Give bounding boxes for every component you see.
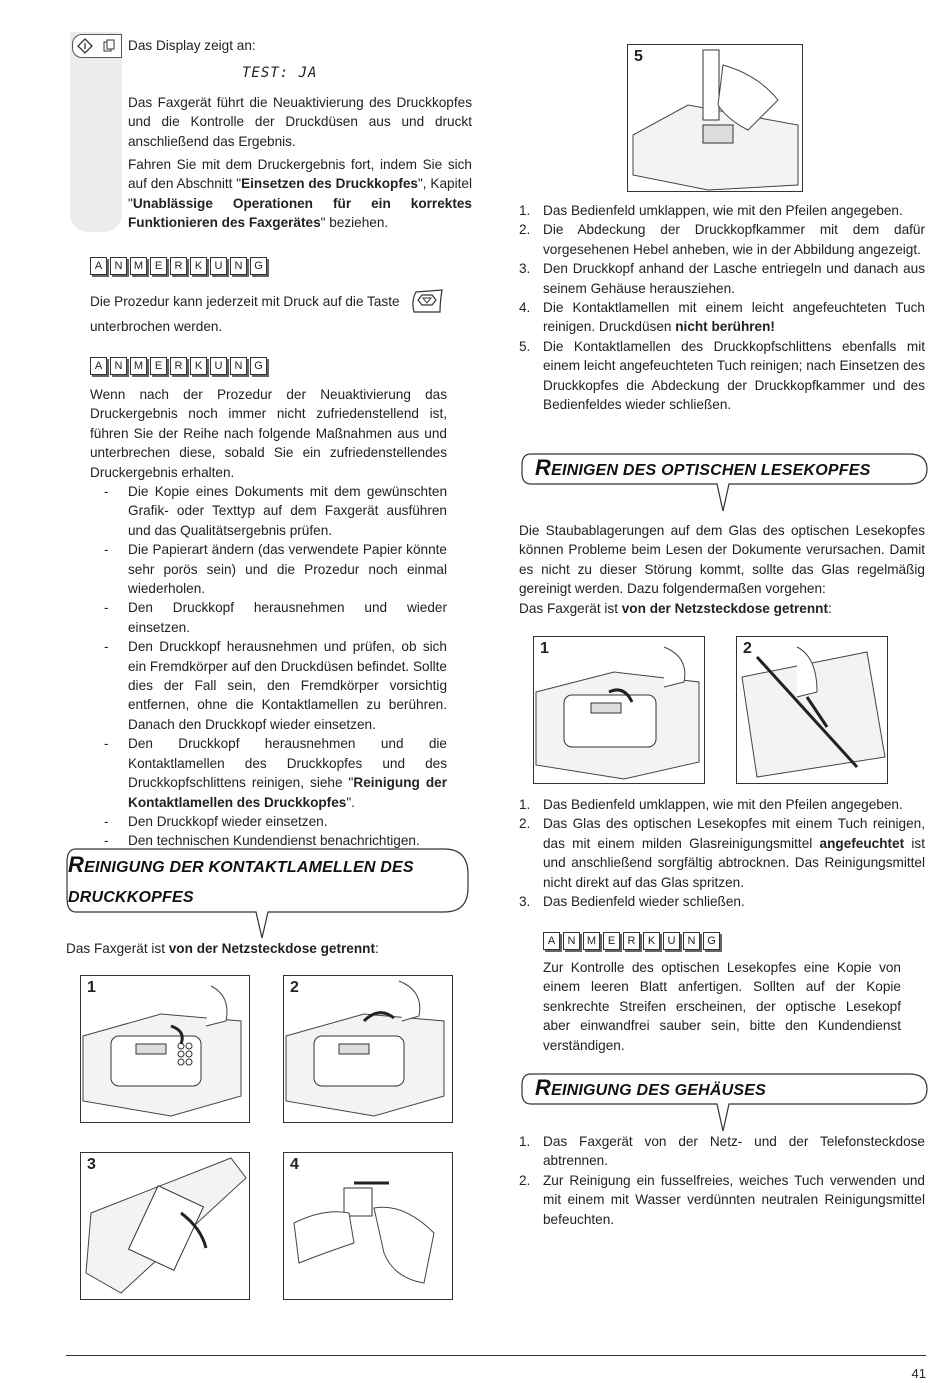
- list-item: 2. Zur Reinigung ein fusselfreies, weiches Tuch verwenden und mit einem mit Wasser verdünnten neutralen Reinigungsmittel befeuchten.: [519, 1172, 925, 1227]
- optical-steps: [519, 795, 925, 911]
- display-value: TEST: JA: [242, 65, 318, 81]
- figure-3: 3: [80, 1152, 250, 1300]
- list-item: 1. Das Bedienfeld umklappen, wie mit den Pfeilen angegeben.: [519, 797, 903, 812]
- note-badge-1: A N M E R K U N G: [90, 257, 267, 275]
- list-item: 1. Das Faxgerät von der Netz- und der Telefonsteckdose abtrennen.: [519, 1134, 925, 1169]
- list-item: 5. Die Kontaktlamellen des Druckkopfschlittens ebenfalls mit einem leicht angefeuchteten Tuch reinigen; nach Einsetzen des Druckkopfes die Abdeckung der Druckkopfkammer und des Bedienfeldes wieder schließen.: [519, 338, 925, 413]
- note1-text-pre: Die Prozedur kann jederzeit mit Druck auf die Taste: [90, 294, 400, 309]
- list-item: - Die Papierart ändern (das verwendete Papier könnte sehr porös sein) und die Prozedur noch einmal wiederholen.: [104, 542, 447, 597]
- list-item: 3. Den Druckkopf anhand der Lasche entriegeln und danach aus seinem Gehäuse herausziehen.: [519, 261, 925, 296]
- note-badge-3: A N M E R K U N G: [543, 932, 720, 950]
- fax-illustration: [284, 976, 452, 1122]
- list-item: 2. Das Glas des optischen Lesekopfes mit einem Tuch reinigen, das mit einem milden Glasreinigungsmittel angefeuchtet ist und anschließend sorgfältig abtrocknen. Das Reinigungsmittel nicht direkt auf das Glas spritzen.: [519, 816, 925, 890]
- optical-figure-1: 1: [533, 636, 705, 784]
- list-item: 4. Die Kontaktlamellen mit einem leicht angefeuchteten Tuch reinigen. Druckdüsen nicht berühren!: [519, 300, 925, 335]
- sidebar-bar: [70, 32, 122, 232]
- figure-1: 1: [80, 975, 250, 1123]
- page-number: 41: [911, 1366, 926, 1381]
- list-item: - Den Druckkopf herausnehmen und die Kontaktlamellen des Druckkopfes und des Druckkopfschlittens reinigen, siehe "Reinigung der Kontaktlamellen des Druckkopfes".: [104, 736, 447, 810]
- heading-housing-cleaning: REINIGUNG DES GEHÄUSES: [519, 1073, 929, 1133]
- heading-contact-cleaning: REINIGUNG DER KONTAKTLAMELLEN DES DRUCKKOPFES: [64, 848, 470, 940]
- list-item: - Den Druckkopf wieder einsetzen.: [104, 813, 328, 829]
- fax-illustration: [81, 1153, 249, 1299]
- fax-illustration: [534, 637, 704, 783]
- continue-text: Fahren Sie mit dem Druckergebnis fort, indem Sie sich auf den Abschnitt "Einsetzen des Druckkopfes", Kapitel "Unablässige Operationen für ein korrektes Funktionieren des Faxgerätes" beziehen.: [128, 157, 472, 231]
- stop-key-icon: [410, 288, 444, 314]
- figure-2: 2: [283, 975, 453, 1123]
- heading-optical-cleaning: REINIGEN DES OPTISCHEN LESEKOPFES: [519, 453, 929, 513]
- note3-text: Zur Kontrolle des optischen Lesekopfes eine Kopie von einem leeren Blatt anfertigen. Sollten auf der Kopie senkrechte Streifen erscheinen, der optische Lesekopf aber einwandfrei sauber sein, bitte den Kundendienst verständigen.: [543, 960, 901, 1053]
- list-item: 3. Das Bedienfeld wieder schließen.: [519, 894, 745, 910]
- list-item: - Den Druckkopf herausnehmen und prüfen, ob sich ein Fremdkörper auf den Druckdüsen befindet. Sollte dies der Fall sein, den Fremdkörper vorsichtig entfernen, ohne die Kontaktlamellen zu berühren. Danach den Druckkopf wieder einsetzen.: [104, 639, 447, 732]
- head-cleaning-steps: [519, 201, 925, 414]
- start-key-badge: [72, 34, 122, 58]
- figure-4: 4: [283, 1152, 453, 1300]
- list-item: 1. Das Bedienfeld umklappen, wie mit den Pfeilen angegeben.: [519, 203, 903, 218]
- fax-illustration: [628, 45, 802, 191]
- reactivation-text: Das Faxgerät führt die Neuaktivierung des Druckkopfes und die Kontrolle der Druckdüsen aus und druckt anschließend das Ergebnis.: [128, 95, 472, 149]
- optical-disconnected: Das Faxgerät ist von der Netzsteckdose getrennt:: [519, 601, 832, 616]
- measures-list: [90, 482, 447, 851]
- footer-rule: [66, 1355, 926, 1356]
- list-item: - Den technischen Kundendienst benachrichtigen.: [104, 833, 420, 849]
- optical-text: Die Staubablagerungen auf dem Glas des optischen Lesekopfes können Probleme beim Lesen der Dokumente verursachen. Damit es nicht zu dieser Störung kommt, sollte das Glas regelmäßig gereinigt werden. Dazu folgendermaßen vorgehen:: [519, 523, 925, 597]
- start-key-icon: [73, 35, 121, 57]
- fax-illustration: [81, 976, 249, 1122]
- fax-illustration: [737, 637, 887, 783]
- list-item: - Den Druckkopf herausnehmen und wieder einsetzen.: [104, 600, 447, 635]
- fax-illustration: [284, 1153, 452, 1299]
- optical-figure-2: 2: [736, 636, 888, 784]
- note1-text-post: unterbrochen werden.: [90, 319, 223, 334]
- figure-5: 5: [627, 44, 803, 192]
- list-item: 2. Die Abdeckung der Druckkopfkammer mit dem dafür vorgesehenen Hebel anheben, wie in der Abbildung angezeigt.: [519, 222, 925, 257]
- note-badge-2: A N M E R K U N G: [90, 357, 267, 375]
- display-intro: Das Display zeigt an:: [128, 38, 256, 53]
- list-item: - Die Kopie eines Dokuments mit dem gewünschten Grafik- oder Texttyp auf dem Faxgerät ausführen und das Qualitätsergebnis prüfen.: [104, 484, 447, 538]
- disconnected-note: Das Faxgerät ist von der Netzsteckdose getrennt:: [66, 941, 379, 956]
- housing-steps: [519, 1132, 925, 1229]
- note2-text: Wenn nach der Prozedur der Neuaktivierung das Druckergebnis noch immer nicht zufriedenstellend ist, führen Sie der Reihe nach folgende Maßnahmen aus und unterbrechen diese, sobald Sie ein zufriedenstellendes Druckergebnis erhalten.: [90, 387, 447, 480]
